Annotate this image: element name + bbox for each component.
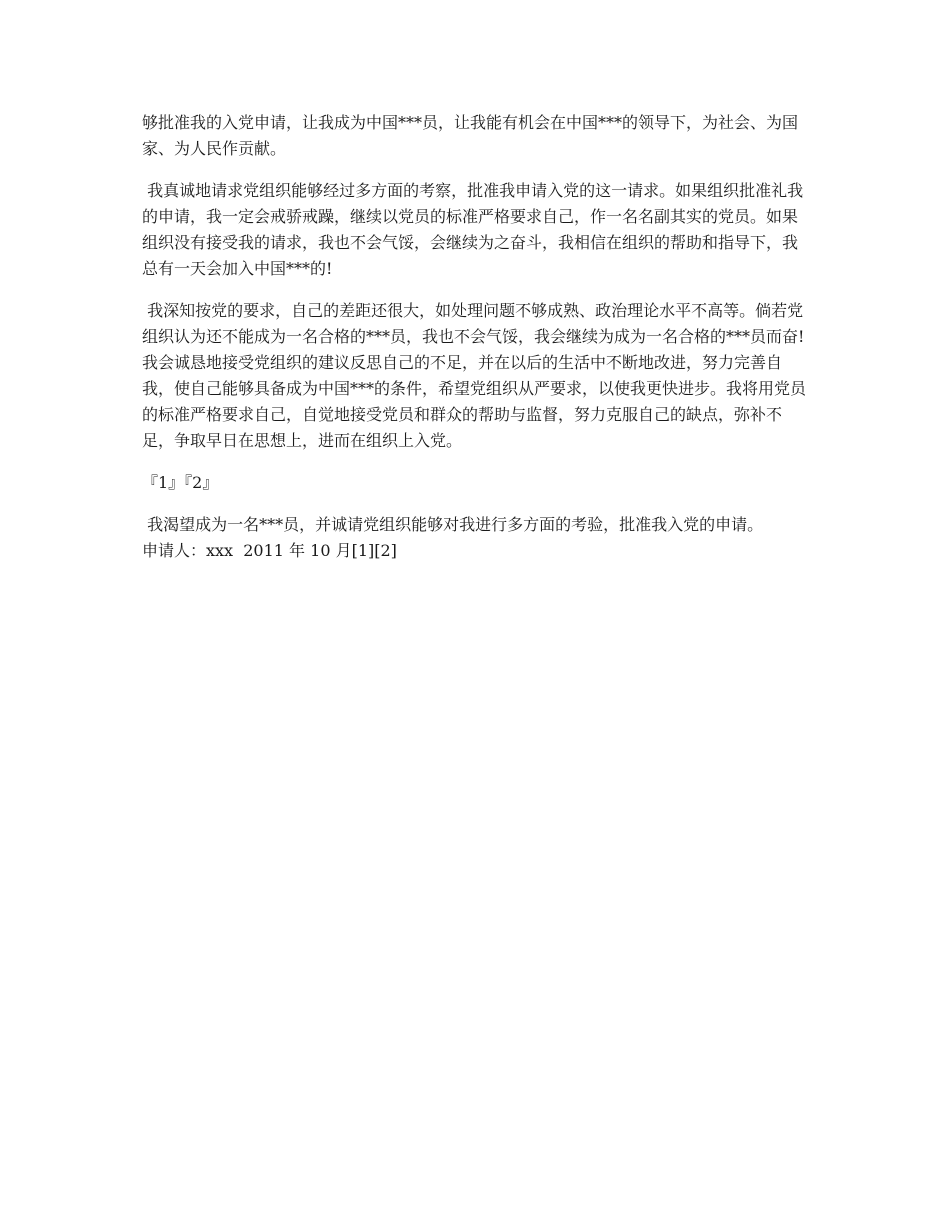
paragraph-2: 我真诚地请求党组织能够经过多方面的考察，批准我申请入党的这一请求。如果组织批准礼我的申请，我一定会戒骄戒躁，继续以党员的标准严格要求自己，作一名名副其实的党员。如果组织没有接受我的请求，我也不会气馁，会继续为之奋斗，我相信在组织的帮助和指导下，我总有一天会加入中国***的! (142, 181, 804, 278)
signature-line: 申请人：xxx 2011 年 10 月[1][2] (142, 541, 397, 560)
paragraph-4: 我渴望成为一名***员，并诚请党组织能够对我进行多方面的考验，批准我入党的申请。 (142, 515, 764, 534)
page-links: 『1』『2』 (142, 473, 219, 492)
paragraph-1: 够批准我的入党申请，让我成为中国***员，让我能有机会在中国***的领导下，为社会、为国家、为人民作贡献。 (142, 113, 799, 158)
paragraph-3: 我深知按党的要求，自己的差距还很大，如处理问题不够成熟、政治理论水平不高等。倘若党组织认为还不能成为一名合格的***员，我也不会气馁，我会继续为成为一名合格的***员而奋!我会诚恳地接受党组织的建议反思自己的不足，并在以后的生活中不断地改进，努力完善自我，使自己能够具备成为中国***的条件，希望党组织从严要求，以使我更快进步。我将用党员的标准严格要求自己，自觉地接受党员和群众的帮助与监督，努力克服自己的缺点，弥补不足，争取早日在思想上，进而在组织上入党。 (142, 301, 807, 450)
document-body (142, 110, 810, 564)
